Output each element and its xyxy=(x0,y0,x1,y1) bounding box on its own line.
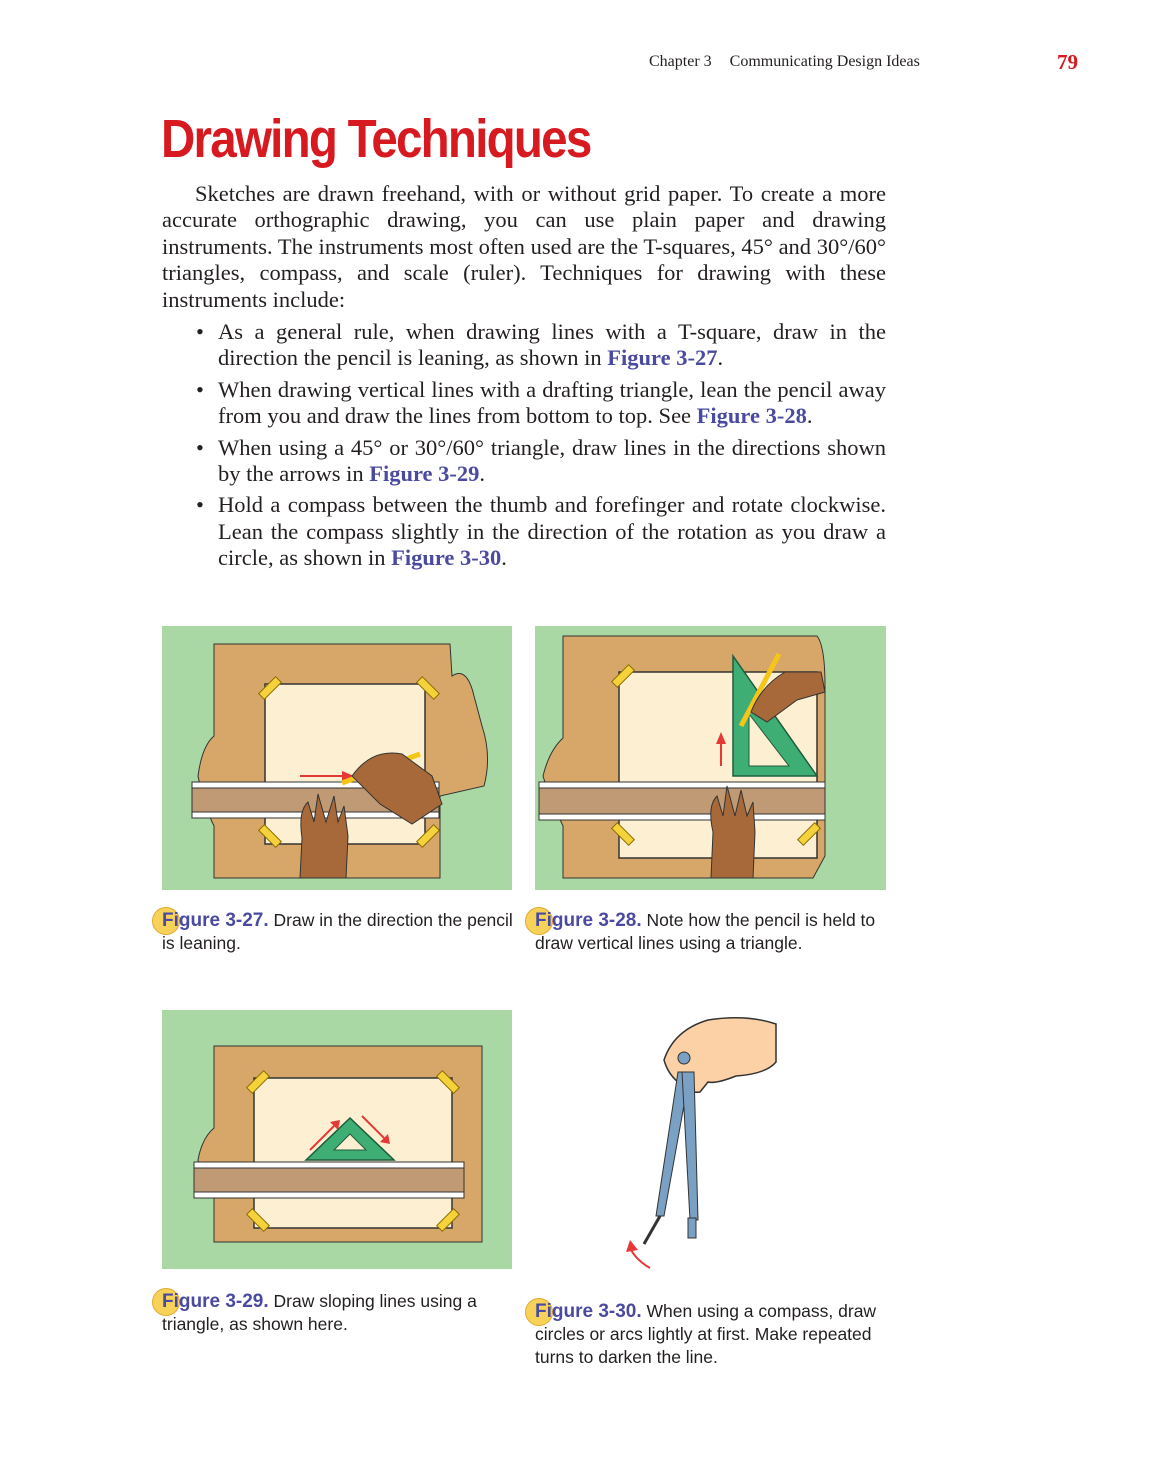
figure-3-29-illustration xyxy=(162,1010,512,1269)
bullet-icon: • xyxy=(196,376,204,402)
figure-link[interactable]: Figure 3-27 xyxy=(607,345,718,371)
list-item: • As a general rule, when drawing lines with a T-square, draw in the direction the pencil is leaning, as shown in Figure 3-27. xyxy=(196,319,886,371)
figure-3-29-caption: Figure 3-29. Draw sloping lines using a triangle, as shown here. xyxy=(162,1290,514,1336)
page-title: Drawing Techniques xyxy=(161,109,591,169)
figure-3-27-illustration xyxy=(162,626,512,890)
list-item: • When drawing vertical lines with a drafting triangle, lean the pencil away from you and draw the lines from bottom to top. See Figure 3-28. xyxy=(196,376,886,429)
chapter-title: Communicating Design Ideas xyxy=(729,53,920,70)
technique-list xyxy=(162,319,886,577)
chapter-label: Chapter 3 xyxy=(649,53,712,70)
bullet-icon: • xyxy=(196,492,204,518)
list-item: • When using a 45° or 30°/60° triangle, draw lines in the directions shown by the arrows in Figure 3-29. xyxy=(196,434,886,487)
figure-3-28-illustration xyxy=(535,626,886,890)
figure-link[interactable]: Figure 3-29 xyxy=(369,461,480,487)
bullet-icon: • xyxy=(196,319,204,344)
figure-3-27-caption: Figure 3-27. Draw in the direction the pencil is leaning. xyxy=(162,909,514,955)
figure-link[interactable]: Figure 3-30 xyxy=(391,545,502,571)
list-item: • Hold a compass between the thumb and forefinger and rotate clockwise. Lean the compass slightly in the direction of the rotation as you draw a circle, as shown in Figure 3-30. xyxy=(196,492,886,571)
figure-3-30-caption: Figure 3-30. When using a compass, draw circles or arcs lightly at first. Make repeated turns to darken the line. xyxy=(535,1300,887,1369)
intro-paragraph: Sketches are drawn freehand, with or without grid paper. To create a more accurate orthographic drawing, you can use plain paper and drawing instruments. The instruments most often used are the T-squares, 45° and 30°/60° triangles, compass, and scale (ruler). Techniques for drawing with these instruments include: xyxy=(162,181,886,312)
figure-3-30-illustration xyxy=(616,1012,782,1274)
figure-3-28-caption: Figure 3-28. Note how the pencil is held to draw vertical lines using a triangle. xyxy=(535,909,887,955)
figure-link[interactable]: Figure 3-28 xyxy=(696,403,807,429)
page-number: 79 xyxy=(1057,50,1078,74)
bullet-icon: • xyxy=(196,434,204,460)
running-head xyxy=(649,53,920,71)
